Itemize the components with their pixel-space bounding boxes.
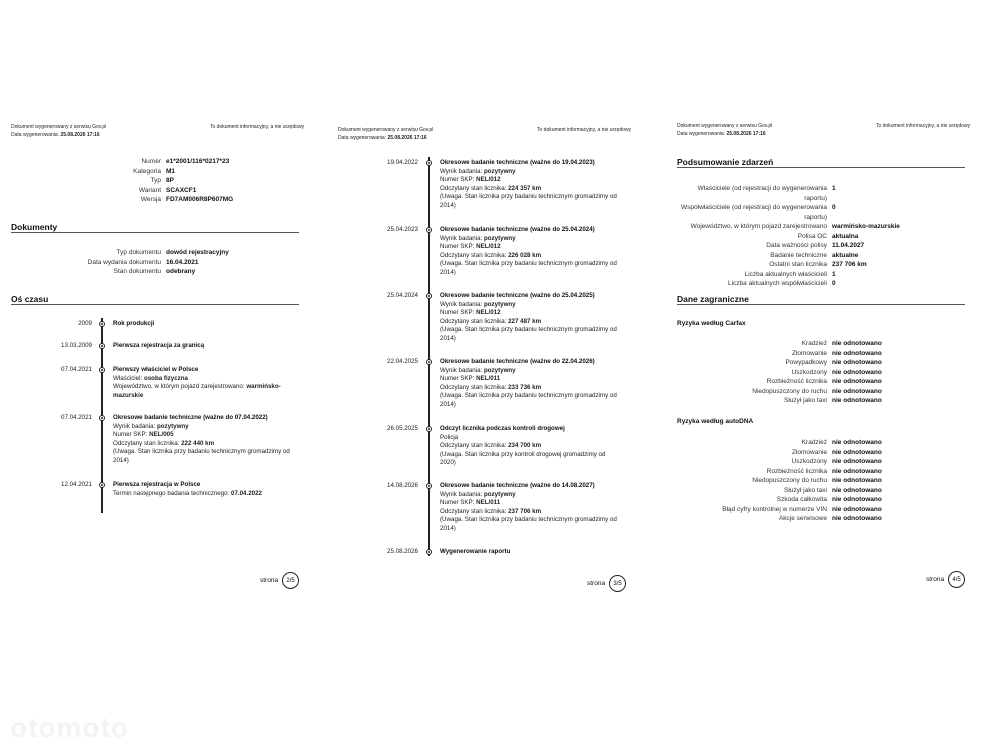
carfax-key: Służył jako taxi: [784, 397, 827, 404]
timeline-marker-icon: [99, 367, 105, 373]
autodna-key: Błąd cyfry kontrolnej w numerze VIN: [722, 505, 827, 513]
carfax-key: Niedopuszczony do ruchu: [752, 387, 827, 395]
summary-row: [677, 213, 900, 223]
summary-key: Współwłaściciele (od rejestracji do wygenerowania: [681, 204, 827, 211]
timeline-marker-icon: [426, 549, 432, 555]
timeline-event: [113, 414, 293, 466]
timeline-event-detail: [440, 384, 620, 393]
document-row: [60, 267, 229, 277]
detail-label: Wynik badania:: [440, 366, 484, 374]
timeline-date: 19.04.2022: [387, 159, 418, 166]
document-value: odebrany: [166, 268, 196, 275]
timeline-event: [113, 366, 293, 400]
autodna-value: nie odnotowano: [832, 439, 882, 446]
document-key: Stan dokumentu: [113, 268, 161, 275]
timeline-event-title: Odczyt licznika podczas kontroli drogowej: [440, 425, 565, 432]
detail-value: NEL/011: [476, 375, 501, 383]
autodna-value: nie odnotowano: [832, 505, 882, 513]
autodna-risks: [677, 438, 882, 524]
detail-value: pozytywny: [483, 234, 516, 242]
info-note: To dokument informacyjny, a nie urzędowy: [537, 127, 632, 133]
vehicle-details: [60, 157, 233, 205]
detail-value: 226 028 km: [508, 251, 542, 259]
detail-label: (Uwaga. Stan licznika przy kontroli drogowej gromadzimy od: [440, 450, 606, 458]
timeline-marker-icon: [426, 160, 432, 166]
timeline-event-title: Pierwsza rejestracja za granicą: [113, 342, 205, 349]
foreign-data-title: Dane zagraniczne: [677, 294, 749, 304]
detail-label: Odczytany stan licznika:: [440, 251, 509, 259]
document-value: 16.04.2021: [166, 258, 199, 266]
summary-value: 0: [832, 204, 836, 211]
detail-label: Wynik badania:: [440, 300, 484, 308]
summary-row: [677, 222, 900, 232]
detail-value: 07.04.2022: [231, 489, 262, 497]
detail-label: Numer SKP:: [440, 243, 477, 251]
generated-date-line: Data wygenerowania: 25.08.2026 17:16: [677, 131, 766, 137]
timeline-event-detail: [113, 457, 293, 466]
generated-by-text: Dokument wygenerowany z serwisu Gov.pl: [677, 123, 773, 129]
autodna-row: [677, 467, 882, 477]
detail-label: 2014): [440, 400, 456, 408]
timeline-event-detail: [440, 499, 620, 508]
detail-label: Numer SKP:: [440, 309, 477, 317]
timeline-date: 13.03.2009: [61, 342, 92, 349]
timeline-event-title: Pierwszy właściciel w Polsce: [113, 366, 199, 373]
timeline-event-detail: [440, 367, 620, 376]
timeline-marker-icon: [426, 359, 432, 365]
timeline-event: [113, 320, 293, 329]
autodna-row: [677, 476, 882, 486]
autodna-value: nie odnotowano: [832, 467, 882, 475]
carfax-key: Rozbieżność licznika: [766, 378, 827, 385]
timeline-event: [440, 358, 620, 410]
timeline-event-title: Rok produkcji: [113, 320, 155, 327]
detail-label: (Uwaga. Stan licznika przy badaniu technicznym gromadzimy od: [440, 260, 617, 268]
autodna-row: [677, 495, 882, 505]
detail-value: NEL/012: [476, 309, 501, 317]
autodna-title: Ryzyka według autoDNA: [677, 418, 754, 425]
summary-key: Data ważności polisy: [766, 242, 827, 249]
timeline-event-detail: [113, 375, 293, 384]
timeline-event-detail: [113, 431, 293, 440]
timeline-event: [440, 292, 620, 344]
carfax-title: Ryzyka według Carfax: [677, 320, 746, 327]
carfax-row: [677, 396, 882, 406]
autodna-key: Złomowanie: [791, 448, 827, 456]
summary-value: 1: [832, 270, 836, 278]
info-note: To dokument informacyjny, a nie urzędowy: [210, 124, 305, 130]
vehicle-key: Wersja: [140, 196, 161, 203]
autodna-key: Niedopuszczony do ruchu: [752, 477, 827, 484]
autodna-key: Uszkodzony: [791, 458, 827, 465]
carfax-value: nie odnotowano: [832, 387, 882, 395]
doc-header: [11, 123, 106, 139]
carfax-value: nie odnotowano: [832, 378, 882, 385]
carfax-key: Złomowanie: [791, 349, 827, 357]
detail-value: 224 357 km: [508, 184, 542, 192]
generated-date-line: Data wygenerowania: 25.08.2026 17:16: [338, 135, 427, 141]
timeline-event-detail: [440, 309, 620, 318]
carfax-row: [677, 387, 882, 397]
summary-row: [677, 260, 900, 270]
timeline-event-detail: [440, 442, 620, 451]
timeline-marker-icon: [99, 343, 105, 349]
info-note: To dokument informacyjny, a nie urzędowy: [876, 123, 971, 129]
document-row: [60, 258, 229, 268]
timeline-event-title: Okresowe badanie techniczne (ważne do 07.04.2022): [113, 414, 268, 421]
timeline-marker-icon: [426, 483, 432, 489]
summary-key: Polisa OC: [797, 232, 827, 240]
timeline-event-title: Okresowe badanie techniczne (ważne do 22.04.2026): [440, 358, 595, 365]
page-4: [668, 0, 988, 750]
timeline-event: [440, 548, 620, 557]
detail-label: 2014): [440, 334, 456, 342]
carfax-risks: [677, 339, 882, 406]
carfax-key: Powypadkowy: [785, 359, 827, 366]
detail-label: Numer SKP:: [113, 431, 150, 439]
detail-value: pozytywny: [483, 490, 516, 498]
detail-value: NEL/012: [476, 176, 501, 184]
summary-value: 0: [832, 280, 836, 287]
timeline-date: 2009: [78, 320, 92, 327]
vehicle-row: [60, 157, 233, 167]
detail-value: pozytywny: [483, 300, 516, 308]
timeline-event-detail: [440, 168, 620, 177]
detail-label: Wynik badania:: [440, 167, 484, 175]
autodna-value: nie odnotowano: [832, 448, 882, 456]
detail-label: Numer SKP:: [440, 176, 477, 184]
detail-value: 222 440 km: [181, 439, 215, 447]
timeline-event-detail: [440, 301, 620, 310]
detail-value: pozytywny: [483, 366, 516, 374]
summary-row: [677, 270, 900, 280]
summary-value: 237 706 km: [832, 261, 867, 268]
summary-value: aktualna: [832, 232, 859, 240]
summary-details: [677, 184, 900, 289]
summary-value: warmińsko-mazurskie: [832, 223, 900, 230]
detail-label: 2014): [113, 456, 129, 464]
detail-label: Odczytany stan licznika:: [440, 184, 509, 192]
autodna-value: nie odnotowano: [832, 496, 882, 503]
carfax-key: Uszkodzony: [791, 368, 827, 376]
timeline-event-title: Wygenerowanie raportu: [440, 548, 511, 555]
summary-key: Liczba aktualnych współwłaścicieli: [728, 280, 827, 287]
vehicle-row: [60, 167, 233, 177]
detail-label: (Uwaga. Stan licznika przy badaniu technicznym gromadzimy od: [440, 326, 617, 334]
page-indicator: [926, 571, 965, 588]
generated-by-text: Dokument wygenerowany z serwisu Gov.pl: [338, 127, 434, 133]
timeline-date: 22.04.2025: [387, 358, 418, 365]
document-row: [60, 248, 229, 258]
section-divider: [677, 167, 965, 168]
detail-label: Wynik badania:: [113, 422, 157, 430]
autodna-row: [677, 438, 882, 448]
autodna-key: Szkoda całkowita: [776, 496, 827, 503]
carfax-key: Kradzież: [801, 340, 827, 347]
timeline-event-detail: [440, 252, 620, 261]
detail-label: Odczytany stan licznika:: [440, 442, 509, 450]
detail-value: osoba fizyczna: [143, 374, 188, 382]
detail-value: warmińsko-: [246, 383, 281, 391]
timeline-event: [440, 226, 620, 278]
timeline-event-detail: [440, 516, 620, 525]
summary-value: 11.04.2027: [832, 242, 865, 249]
detail-value: pozytywny: [483, 167, 516, 175]
summary-row: [677, 251, 900, 261]
timeline-event-detail: [440, 508, 620, 517]
detail-label: Wynik badania:: [440, 234, 484, 242]
detail-label: Policja: [440, 433, 459, 441]
timeline-line: [428, 157, 429, 556]
timeline-title: Oś czasu: [11, 294, 49, 304]
page-indicator: [260, 572, 299, 589]
timeline-event-detail: [440, 260, 620, 269]
page-2: [0, 0, 320, 750]
carfax-value: nie odnotowano: [832, 340, 882, 347]
timeline-event-detail: [440, 401, 620, 410]
timeline-marker-icon: [99, 321, 105, 327]
detail-value: 227 487 km: [508, 317, 542, 325]
carfax-row: [677, 368, 882, 378]
timeline-event-detail: [440, 193, 620, 202]
timeline-event: [113, 342, 293, 351]
document-value: dowód rejestracyjny: [166, 249, 229, 256]
vehicle-row: [60, 176, 233, 186]
autodna-row: [677, 486, 882, 496]
detail-label: (Uwaga. Stan licznika przy badaniu technicznym gromadzimy od: [440, 392, 617, 400]
detail-label: 2020): [440, 459, 456, 467]
summary-row: [677, 232, 900, 242]
section-divider: [677, 304, 965, 305]
page-label: strona: [587, 580, 606, 587]
page-number: 3/5: [609, 575, 626, 592]
watermark-logo: otomoto: [10, 712, 129, 743]
detail-label: Odczytany stan licznika:: [440, 383, 509, 391]
vehicle-value: FD7AM006R8P607MG: [166, 196, 234, 203]
timeline-event-detail: [440, 269, 620, 278]
vehicle-value: SCAXCF1: [166, 186, 197, 194]
detail-value: 233 736 km: [508, 383, 542, 391]
vehicle-row: [60, 186, 233, 196]
timeline-event-title: Okresowe badanie techniczne (ważne do 25.04.2025): [440, 292, 595, 299]
section-divider: [11, 304, 299, 305]
autodna-row: [677, 505, 882, 515]
summary-key: Ostatni stan licznika: [769, 261, 827, 268]
timeline-event-detail: [113, 448, 293, 457]
timeline-event-title: Okresowe badanie techniczne (ważne do 19.04.2023): [440, 159, 595, 166]
timeline-event-detail: [440, 335, 620, 344]
detail-label: Właściciel:: [113, 374, 144, 382]
section-divider: [11, 232, 299, 233]
timeline-event-detail: [440, 185, 620, 194]
summary-title: Podsumowanie zdarzeń: [677, 157, 774, 167]
vehicle-value: M1: [166, 167, 176, 175]
timeline-date: 07.04.2021: [61, 366, 92, 373]
documents-details: [60, 248, 229, 277]
autodna-value: nie odnotowano: [832, 458, 882, 465]
summary-key: Liczba aktualnych właścicieli: [744, 270, 827, 278]
generated-date-line: Data wygenerowania: 25.08.2026 17:16: [11, 132, 100, 138]
carfax-row: [677, 339, 882, 349]
page-label: strona: [926, 576, 945, 583]
vehicle-key: Numer: [141, 158, 161, 165]
detail-label: Odczytany stan licznika:: [113, 439, 182, 447]
autodna-row: [677, 448, 882, 458]
vehicle-key: Wariant: [138, 186, 161, 194]
timeline-event: [440, 425, 620, 468]
timeline-event-detail: [113, 392, 293, 401]
carfax-value: nie odnotowano: [832, 397, 882, 404]
summary-value: aktualne: [832, 251, 859, 259]
summary-key: Województwo, w którym pojazd zarejestrowano: [690, 223, 827, 230]
timeline-marker-icon: [426, 227, 432, 233]
timeline-event-detail: [113, 383, 293, 392]
timeline-event-detail: [440, 176, 620, 185]
carfax-value: nie odnotowano: [832, 368, 882, 376]
timeline-event-detail: [440, 525, 620, 534]
timeline-event-detail: [440, 434, 620, 443]
timeline-event-detail: [440, 491, 620, 500]
detail-label: 2014): [440, 268, 456, 276]
detail-label: Województwo, w którym pojazd zarejestrowano:: [113, 383, 247, 391]
vehicle-key: Typ: [150, 177, 161, 184]
detail-label: 2014): [440, 201, 456, 209]
autodna-key: Akcje serwisowe: [778, 515, 827, 522]
carfax-row: [677, 349, 882, 359]
documents-title: Dokumenty: [11, 222, 58, 232]
summary-row: [677, 279, 900, 289]
page-number: 4/5: [948, 571, 965, 588]
timeline-date: 14.08.2026: [387, 482, 418, 489]
detail-label: Termin następnego badania technicznego:: [113, 489, 231, 497]
timeline-date: 25.08.2026: [387, 548, 418, 555]
detail-label: (Uwaga. Stan licznika przy badaniu technicznym gromadzimy od: [113, 448, 290, 456]
timeline-event: [440, 159, 620, 211]
vehicle-key: Kategoria: [133, 167, 161, 175]
timeline-event-title: Pierwsza rejestracja w Polsce: [113, 481, 201, 488]
page-3: [330, 0, 650, 750]
timeline-event-detail: [440, 326, 620, 335]
timeline-marker-icon: [426, 426, 432, 432]
timeline-event-title: Okresowe badanie techniczne (ważne do 25.04.2024): [440, 226, 595, 233]
detail-label: (Uwaga. Stan licznika przy badaniu technicznym gromadzimy od: [440, 193, 617, 201]
timeline-event-detail: [113, 490, 293, 499]
vehicle-value: e1*2001/116*0217*23: [166, 158, 230, 165]
summary-key: Badanie techniczne: [770, 251, 827, 259]
summary-row: [677, 203, 900, 213]
detail-label: (Uwaga. Stan licznika przy badaniu technicznym gromadzimy od: [440, 516, 617, 524]
detail-label: Numer SKP:: [440, 375, 477, 383]
detail-value: NEL/005: [149, 431, 174, 439]
autodna-value: nie odnotowano: [832, 477, 882, 484]
detail-label: 2014): [440, 524, 456, 532]
autodna-row: [677, 514, 882, 524]
carfax-row: [677, 377, 882, 387]
timeline-date: 07.04.2021: [61, 414, 92, 421]
timeline-date: 26.05.2025: [387, 425, 418, 432]
page-label: strona: [260, 577, 279, 584]
autodna-key: Służył jako taxi: [784, 486, 827, 494]
timeline-marker-icon: [426, 293, 432, 299]
timeline-event-detail: [440, 235, 620, 244]
timeline-event-detail: [440, 318, 620, 327]
timeline-date: 12.04.2021: [61, 481, 92, 488]
autodna-key: Kradzież: [801, 439, 827, 446]
detail-value: 237 706 km: [508, 507, 542, 515]
summary-row: [677, 184, 900, 203]
timeline-event: [440, 482, 620, 534]
document-key: Data wydania dokumentu: [87, 258, 161, 266]
summary-value: 1: [832, 185, 836, 192]
timeline-date: 25.04.2024: [387, 292, 418, 299]
doc-header: [338, 126, 433, 142]
detail-label: Odczytany stan licznika:: [440, 317, 509, 325]
timeline-marker-icon: [99, 482, 105, 488]
timeline-event-title: Okresowe badanie techniczne (ważne do 14.08.2027): [440, 482, 595, 489]
detail-label: Numer SKP:: [440, 499, 477, 507]
document-key: Typ dokumentu: [116, 249, 161, 256]
timeline-event-detail: [113, 440, 293, 449]
timeline-event-detail: [440, 392, 620, 401]
carfax-row: [677, 358, 882, 368]
detail-value: mazurskie: [113, 391, 144, 399]
carfax-value: nie odnotowano: [832, 359, 882, 366]
autodna-value: nie odnotowano: [832, 515, 882, 522]
detail-value: NEL/012: [476, 243, 501, 251]
detail-value: 234 700 km: [508, 442, 542, 450]
autodna-key: Rozbieżność licznika: [766, 467, 827, 475]
summary-row: [677, 241, 900, 251]
timeline-event-detail: [113, 423, 293, 432]
vehicle-row: [60, 195, 233, 205]
doc-header: [677, 122, 772, 138]
autodna-row: [677, 457, 882, 467]
vehicle-value: 8P: [166, 177, 174, 184]
generated-by-text: Dokument wygenerowany z serwisu Gov.pl: [11, 124, 107, 130]
summary-key: raportu): [804, 213, 827, 221]
timeline-event-detail: [440, 375, 620, 384]
timeline-date: 25.04.2023: [387, 226, 418, 233]
detail-value: pozytywny: [156, 422, 189, 430]
page-number: 2/5: [282, 572, 299, 589]
page-indicator: [587, 575, 626, 592]
timeline-event-detail: [440, 243, 620, 252]
timeline-marker-icon: [99, 415, 105, 421]
timeline-event-detail: [440, 202, 620, 211]
carfax-value: nie odnotowano: [832, 349, 882, 357]
detail-value: NEL/011: [476, 499, 501, 507]
timeline-event-detail: [440, 459, 620, 468]
timeline-event: [113, 481, 293, 498]
summary-key: Właściciele (od rejestracji do wygenerowania raportu): [697, 185, 827, 202]
detail-label: Odczytany stan licznika:: [440, 507, 509, 515]
timeline-event-detail: [440, 451, 620, 460]
autodna-value: nie odnotowano: [832, 486, 882, 494]
detail-label: Wynik badania:: [440, 490, 484, 498]
